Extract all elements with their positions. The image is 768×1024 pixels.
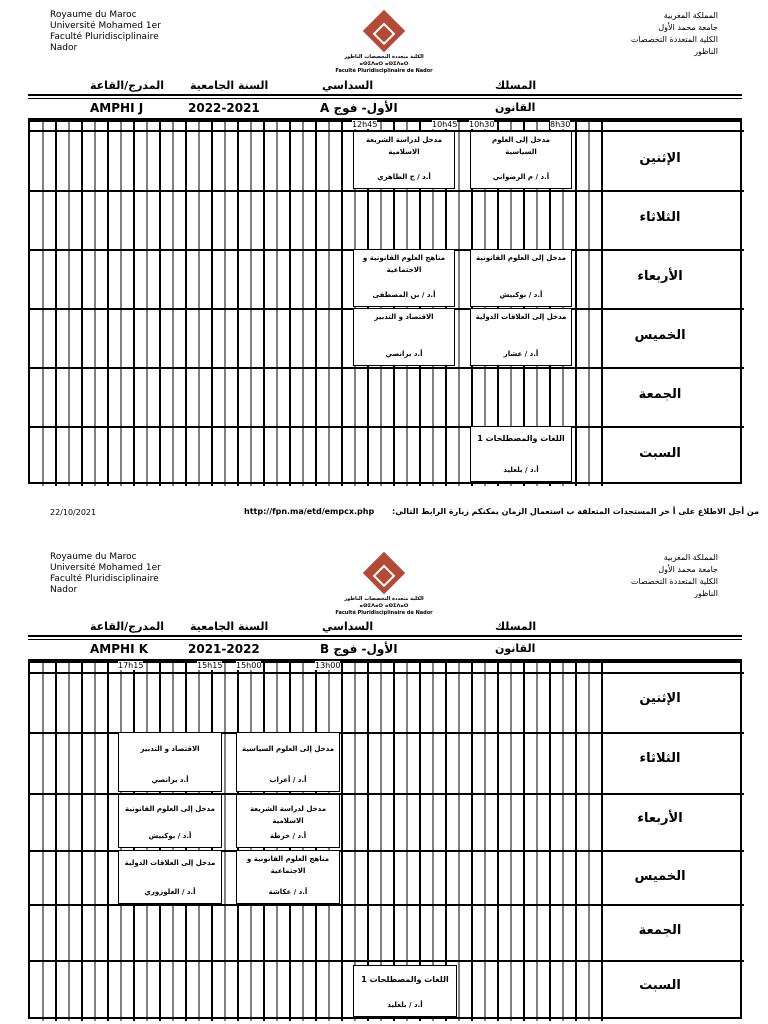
amphi-value: AMPHI K <box>90 642 149 656</box>
session-subject: مدخل لدراسة الشريعة الاسلامية <box>365 136 443 156</box>
header-ar-line: جامعة محمد الأول <box>658 565 718 574</box>
session-professor: أ.د برانصي <box>385 350 423 358</box>
header-fr-b <box>50 552 161 596</box>
time-label: 15h00 <box>236 661 262 670</box>
divider <box>28 98 742 99</box>
amphi-label: المدرج/القاعة <box>90 620 165 633</box>
session-cell[interactable] <box>470 308 572 366</box>
header-fr-line: Faculté Pluridisciplinaire <box>50 574 159 584</box>
logo-text: ⴰⵙⵉⴷⴰⵔ ⴰⵙⵉⴷⴰⵔ <box>359 603 409 609</box>
print-date: 22/10/2021 <box>50 508 97 517</box>
session-professor: أ.د / بلعليد <box>503 466 539 474</box>
session-professor: أ.د / م الرضواني <box>492 173 550 181</box>
header-fr-line: Royaume du Maroc <box>50 10 137 20</box>
session-cell[interactable] <box>353 249 455 307</box>
day-label-friday: الجمعة <box>638 923 682 938</box>
faculty-logo-a <box>329 12 439 75</box>
header-ar-line: الناظور <box>694 47 718 56</box>
session-subject: مناهج العلوم القانونية و الاجتماعية <box>246 855 330 875</box>
logo-text: Faculté Pluridisciplinaire de Nador <box>335 610 433 616</box>
group-value: الأول- فوج A <box>320 101 398 115</box>
header-fr-line: Royaume du Maroc <box>50 552 137 562</box>
session-subject: مدخل إلى العلوم القانونية <box>476 254 566 262</box>
session-professor: أ.د برانصي <box>151 776 189 784</box>
session-professor: أ.د / ح الطاهري <box>377 173 431 181</box>
year-value: 2021-2022 <box>188 642 260 656</box>
session-professor: أ.د / خرطة <box>269 832 307 840</box>
day-label-friday: الجمعة <box>638 387 682 402</box>
logo-text: ⴰⵙⵉⴷⴰⵔ ⴰⵙⵉⴷⴰⵔ <box>359 61 409 67</box>
divider <box>28 94 742 96</box>
day-label-tuesday: الثلاثاء <box>639 751 681 766</box>
session-subject: مدخل لدراسة الشريعة الاسلامية <box>249 805 327 825</box>
session-cell[interactable] <box>353 965 457 1017</box>
track-value: القانون <box>495 101 536 114</box>
track-label: المسلك <box>495 79 537 92</box>
session-cell[interactable] <box>236 794 340 848</box>
session-cell[interactable] <box>353 308 455 366</box>
header-fr-line: Faculté Pluridisciplinaire <box>50 32 159 42</box>
session-cell[interactable] <box>236 732 340 792</box>
header-fr-line: Nador <box>50 585 78 595</box>
header-fr-line: Université Mohamed 1er <box>50 21 161 31</box>
time-label: 12h45 <box>352 120 378 129</box>
session-cell[interactable] <box>470 131 572 189</box>
header-fr-a <box>50 10 161 54</box>
session-cell[interactable] <box>353 131 455 189</box>
track-value: القانون <box>495 642 536 655</box>
logo-text: الكلية متعددة التخصصات الناظور <box>344 54 424 60</box>
logo-text: الكلية متعددة التخصصات الناظور <box>344 596 424 602</box>
semester-label: السداسي <box>322 79 374 92</box>
session-cell[interactable] <box>118 850 222 904</box>
day-label-monday: الإثنين <box>639 691 681 706</box>
header-ar-line: جامعة محمد الأول <box>658 23 718 32</box>
session-subject: مدخل إلى العلاقات الدولية <box>124 859 216 867</box>
header-ar-line: المملكة المغربية <box>663 553 718 562</box>
session-subject: مدخل إلى العلاقات الدولية <box>475 313 567 321</box>
header-fr-line: Université Mohamed 1er <box>50 563 161 573</box>
day-label-thursday: الخميس <box>634 869 686 884</box>
day-label-monday: الإثنين <box>639 151 681 166</box>
day-label-tuesday: الثلاثاء <box>639 210 681 225</box>
session-subject: مدخل إلى العلوم السياسية <box>491 136 550 156</box>
logo-text: Faculté Pluridisciplinaire de Nador <box>335 68 433 74</box>
session-cell[interactable] <box>236 850 340 904</box>
header-ar-a <box>578 10 718 58</box>
year-label: السنة الجامعية <box>190 79 269 92</box>
session-professor: أ.د / بن المصطفى <box>372 291 436 299</box>
session-cell[interactable] <box>470 249 572 307</box>
session-professor: أ.د / عكاشة <box>268 888 308 896</box>
year-label: السنة الجامعية <box>190 620 269 633</box>
time-label: 10h30 <box>469 120 495 129</box>
divider <box>28 635 742 637</box>
semester-label: السداسي <box>322 620 374 633</box>
day-label-wednesday: الأربعاء <box>637 269 683 284</box>
session-cell[interactable] <box>470 426 572 482</box>
time-label: 17h15 <box>118 661 144 670</box>
time-label: 8h30 <box>550 120 571 129</box>
session-cell[interactable] <box>118 732 222 792</box>
session-subject: مناهج العلوم القانونية و الاجتماعية <box>362 254 446 274</box>
session-cell[interactable] <box>118 794 222 848</box>
day-label-saturday: السبت <box>639 978 681 993</box>
session-professor: أ.د / بوكبيش <box>499 291 543 299</box>
day-label-wednesday: الأربعاء <box>637 811 683 826</box>
faculty-logo-b <box>329 554 439 617</box>
session-subject: اللغات والمصطلحات 1 <box>477 434 565 443</box>
header-ar-line: الكلية المتعددة التخصصات <box>630 35 718 44</box>
group-value: الأول- فوج B <box>320 642 398 656</box>
time-label: 13h00 <box>315 661 341 670</box>
session-professor: أ.د / العلوزوري <box>144 888 196 896</box>
header-fr-line: Nador <box>50 43 78 53</box>
session-subject: مدخل إلى العلوم القانونية <box>125 805 215 813</box>
time-label: 15h15 <box>197 661 223 670</box>
amphi-label: المدرج/القاعة <box>90 79 165 92</box>
header-ar-line: الكلية المتعددة التخصصات <box>630 577 718 586</box>
session-subject: اللغات والمصطلحات 1 <box>361 975 449 984</box>
session-professor: أ.د / بوكبيش <box>148 832 192 840</box>
year-value: 2022-2021 <box>188 101 260 115</box>
header-ar-line: الناظور <box>694 589 718 598</box>
divider <box>28 639 742 640</box>
session-subject: مدخل إلى العلوم السياسية <box>241 745 335 753</box>
session-professor: أ.د / بلعليد <box>387 1001 423 1009</box>
footer-note: من أجل الاطلاع على أ خر المستجدات المتعلقة ب استعمال الزمان يمكنكم زيارة الرابط التالي: <box>392 507 760 516</box>
session-subject: الاقتصاد و التدبير <box>140 745 200 753</box>
header-ar-b <box>578 552 718 600</box>
session-professor: أ.د / أعراب <box>269 776 307 784</box>
amphi-value: AMPHI J <box>90 101 144 115</box>
day-label-thursday: الخميس <box>634 328 686 343</box>
header-ar-line: المملكة المغربية <box>663 11 718 20</box>
session-professor: أ.د / عشار <box>503 350 539 358</box>
session-subject: الاقتصاد و التدبير <box>374 313 434 321</box>
day-label-saturday: السبت <box>639 446 681 461</box>
time-label: 10h45 <box>432 120 458 129</box>
track-label: المسلك <box>495 620 537 633</box>
schedule-link[interactable]: http://fpn.ma/etd/empcx.php <box>244 507 375 516</box>
